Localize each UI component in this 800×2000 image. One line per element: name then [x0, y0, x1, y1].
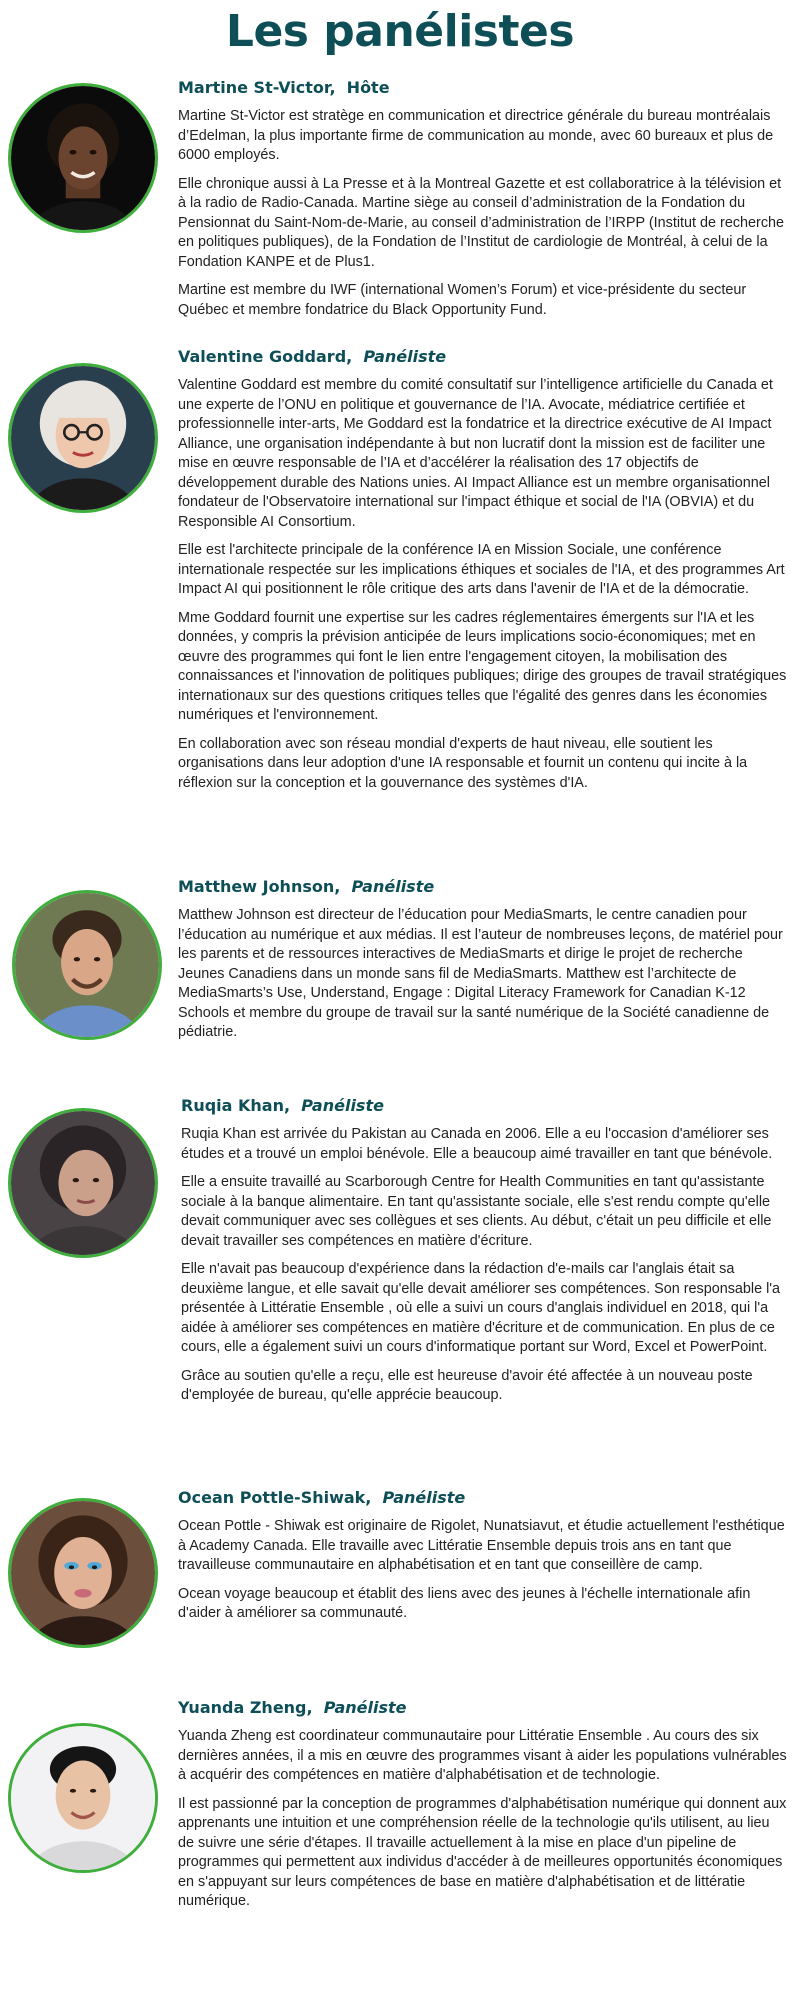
page-title: Les panélistes — [225, 6, 575, 57]
bio-paragraph: Il est passionné par la conception de programmes d'alphabétisation numérique qui donnent aux apprenants une intuition et une compréhension réelle de la technologie qu'ils utilisent, au lieu de suivre une série d'étapes. Il travaille actuellement à la mise en place d'un pipeline de programmes qui permettent aux individus d'accéder à de meilleures opportunités économiques en s'appuyant sur leurs compétences de base en matière d'alphabétisation et de littératie numérique. — [178, 1795, 787, 1909]
bio-paragraph: Grâce au soutien qu'elle a reçu, elle est heureuse d'avoir été affectée à un nouveau poste d'employée de bureau, qu'elle apprécie beaucoup. — [181, 1367, 753, 1403]
bio-paragraph: Elle chronique aussi à La Presse et à la Montreal Gazette et est collaboratrice à la télévision et à la radio de Radio-Canada. Martine siège au conseil d’administration de la Fondation du Pensionnat du Saint-Nom-de-Marie, au conseil d’administration de l’IRPP (Institut de recherche en politiques publiques), de la Fondation de l’Institut de cardiologie de Montréal, à celui de la Fondation KANPE et de Plus1. — [178, 175, 785, 270]
panelist-name: Ocean Pottle-Shiwak, — [178, 1488, 372, 1507]
panelist-role: Panéliste — [301, 1096, 384, 1115]
panelist-role: Panéliste — [382, 1488, 466, 1507]
panelist-role: Hôte — [346, 78, 390, 97]
bio-paragraph: Yuanda Zheng est coordinateur communautaire pour Littératie Ensemble . Au cours des six dernières années, il a mis en œuvre des programmes visant à aider les populations vulnérables à acquérir des compétences en matière d'alphabétisation et de technologie. — [178, 1728, 787, 1783]
bio-paragraph: Elle est l'architecte principale de la conférence IA en Mission Sociale, une conférence internationale respectée sur les implications éthiques et sociales de l'IA, et des programmes Art Impact AI qui positionnent le rôle critique des arts dans l'avenir de l'IA et de la démocratie. — [178, 542, 785, 597]
portrait-photo-yuanda — [8, 1723, 158, 1873]
bio-paragraph: En collaboration avec son réseau mondial d'experts de haut niveau, elle soutient les organisations dans leur adoption d'une IA responsable et fournit un contenu qui incite à la réflexion sur la conception et la gouvernance des systèmes d'IA. — [178, 735, 748, 791]
bio-paragraph: Ocean voyage beaucoup et établit des liens avec des jeunes à l'échelle internationale afin d'aider à améliorer sa communauté. — [178, 1585, 751, 1621]
panelist-name: Yuanda Zheng, — [178, 1698, 313, 1717]
panelist-name: Valentine Goddard, — [178, 347, 353, 366]
portrait-photo-matthew — [12, 890, 162, 1040]
bio-paragraph: Ruqia Khan est arrivée du Pakistan au Canada en 2006. Elle a eu l'occasion d'améliorer ses études et a trouvé un emploi bénévole. Elle a beaucoup aimé travailler en tant que bénévole. — [181, 1126, 773, 1162]
portrait-photo-martine — [8, 83, 158, 233]
bio-paragraph: Ocean Pottle - Shiwak est originaire de Rigolet, Nunatsiavut, et étudie actuellement l'esthétique à Academy Canada. Elle travaille avec Littératie Ensemble depuis trois ans en tant que travailleuse communautaire en alphabétisation et en tant que conseillère de camp. — [178, 1518, 785, 1573]
portrait-photo-ocean — [8, 1498, 158, 1648]
panelist-name: Martine St-Victor, — [178, 78, 336, 97]
portrait-photo-valentine — [8, 363, 158, 513]
portrait-photo-ruqia — [8, 1108, 158, 1258]
panelist-name: Ruqia Khan, — [181, 1096, 291, 1115]
bio-paragraph: Valentine Goddard est membre du comité consultatif sur l’intelligence artificielle du Canada et une experte de l’ONU en politique et gouvernance de l’IA. Avocate, médiatrice certifiée et professionnelle inter-arts, Me Goddard est la fondatrice et la directrice exécutive de AI Impact Alliance, une organisation indépendante à but non lucratif dont la mission est de faciliter une mise en œuvre responsable de l’IA et d’accélérer la réalisation des 17 objectifs de développement durable des Nations unies. AI Impact Alliance est un membre organisationnel fondateur de l'Observatoire international sur l'impact éthique et social de l'IA (OBVIA) et du Responsible AI Consortium. — [178, 377, 773, 530]
bio-paragraph: Elle n'avait pas beaucoup d'expérience dans la rédaction d'e-mails car l'anglais était sa deuxième langue, et elle savait qu'elle devait améliorer ses compétences. Son responsable l'a présentée à Littératie Ensemble , où elle a suivi un cours d'anglais individuel en 2018, qui l'a aidée à améliorer ses compétences en matière d'écriture et de communication. En plus de ce cours, elle a également suivi un cours d'informatique portant sur Word, Excel et PowerPoint. — [181, 1261, 781, 1355]
panelist-role: Panéliste — [363, 347, 447, 366]
panelist-role: Panéliste — [323, 1698, 407, 1717]
panelist-role: Panéliste — [351, 877, 435, 896]
bio-paragraph: Martine est membre du IWF (international Women’s Forum) et vice-présidente du secteur Québec et membre fondatrice du Black Opportunity Fund. — [178, 282, 747, 318]
bio-paragraph: Elle a ensuite travaillé au Scarborough Centre for Health Communities en tant qu'assistante sociale à la banque alimentaire. En tant qu'assistante sociale, elle s'est rendu compte qu'elle devait communiquer avec ses collègues et ses clients. Au début, c'était un peu difficile et elle devait travailler ses compétences en matière d'écriture. — [181, 1174, 772, 1249]
panelist-name: Matthew Johnson, — [178, 877, 341, 896]
bio-paragraph: Matthew Johnson est directeur de l’éducation pour MediaSmarts, le centre canadien pour l’éducation au numérique et aux médias. Il est l’auteur de nombreuses leçons, de matériel pour les parents et de ressources interactives de MediaSmarts et dirige le projet de recherche Jeunes Canadiens dans un monde sans fil de MediaSmarts. Matthew est l’architecte de MediaSmarts’s Use, Understand, Engage : Digital Literacy Framework for Canadian K-12 Schools et membre du groupe de travail sur la santé numérique de la Société canadienne de pédiatrie. — [178, 907, 783, 1040]
bio-paragraph: Mme Goddard fournit une expertise sur les cadres réglementaires émergents sur l'IA et les données, y compris la prévision anticipée de leurs implications socio-économiques; met en œuvre des programmes qui font le lien entre l'engagement citoyen, la mobilisation des connaissances et l'innovation de politiques publiques; dirige des groupes de travail stratégiques internationaux sur des questions critiques telles que l'égalité des genres dans les économies numériques et l'environnement. — [178, 609, 787, 723]
bio-paragraph: Martine St-Victor est stratège en communication et directrice générale du bureau montréalais d’Edelman, la plus importante firme de communication au monde, avec 60 bureaux et plus de 6000 employés. — [178, 108, 774, 163]
